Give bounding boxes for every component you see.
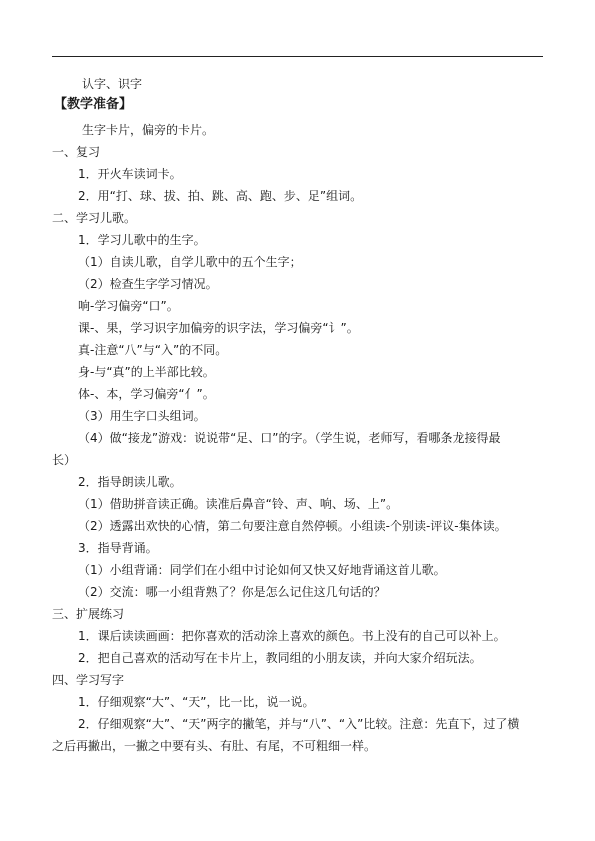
text-line: 3．指导背诵。	[78, 541, 158, 555]
text-line: （3）用生字口头组词。	[78, 409, 206, 423]
text-line: 1．仔细观察“大”、“天”，比一比，说一说。	[78, 695, 315, 709]
text-line: 之后再撇出，一撇之中要有头、有肚、有尾，不可粗细一样。	[52, 739, 377, 753]
text-line: 2．把自己喜欢的活动写在卡片上，教同组的小朋友读，并向大家介绍玩法。	[78, 651, 482, 665]
text-line: 2．用“打、球、拔、拍、跳、高、跑、步、足”组词。	[78, 189, 363, 203]
text-line: （1）借助拼音读正确。读准后鼻音“铃、声、响、场、上”。	[78, 497, 399, 511]
text-line: 认字、识字	[82, 77, 143, 91]
text-line: 响-学习偏旁“口”。	[78, 299, 179, 313]
text-line: 身-与“真”的上半部比较。	[78, 365, 215, 379]
text-line: 体-、本，学习偏旁“亻”。	[78, 387, 215, 401]
text-line: 1．课后读读画画：把你喜欢的活动涂上喜欢的颜色。书上没有的自己可以补上。	[78, 629, 506, 643]
text-line: 长）	[52, 453, 77, 467]
text-line: 1．学习儿歌中的生字。	[78, 233, 206, 247]
text-line: 1．开火车读词卡。	[78, 167, 182, 181]
text-line: 2．指导朗读儿歌。	[78, 475, 182, 489]
text-line: 四、学习写字	[52, 673, 125, 687]
section-heading: 【教学准备】	[54, 97, 133, 112]
text-line: （1）小组背诵：同学们在小组中讨论如何又快又好地背诵这首儿歌。	[78, 563, 446, 577]
text-line: （1）自读儿歌，自学儿歌中的五个生字；	[78, 255, 302, 269]
text-line: 一、复习	[52, 145, 101, 159]
text-line: 课-、果，学习识字加偏旁的识字法，学习偏旁“讠”。	[78, 321, 359, 335]
text-line: （2）交流：哪一小组背熟了？你是怎么记住这几句话的？	[78, 585, 386, 599]
text-line: 生字卡片，偏旁的卡片。	[82, 123, 215, 137]
header-rule	[52, 56, 543, 57]
text-line: 2．仔细观察“大”、“天”两字的撇笔，并与“八”、“入”比较。注意：先直下，过了横	[78, 717, 520, 731]
text-line: （4）做“接龙”游戏：说说带“足、口”的字。（学生说，老师写，看哪条龙接得最	[78, 431, 501, 445]
text-line: （2）透露出欢快的心情，第二句要注意自然停顿。小组读-个别读-评议-集体读。	[78, 519, 507, 533]
text-line: 三、扩展练习	[52, 607, 125, 621]
text-line: 二、学习儿歌。	[52, 211, 137, 225]
text-line: 真-注意“八”与“入”的不同。	[78, 343, 228, 357]
text-line: （2）检查生字学习情况。	[78, 277, 218, 291]
